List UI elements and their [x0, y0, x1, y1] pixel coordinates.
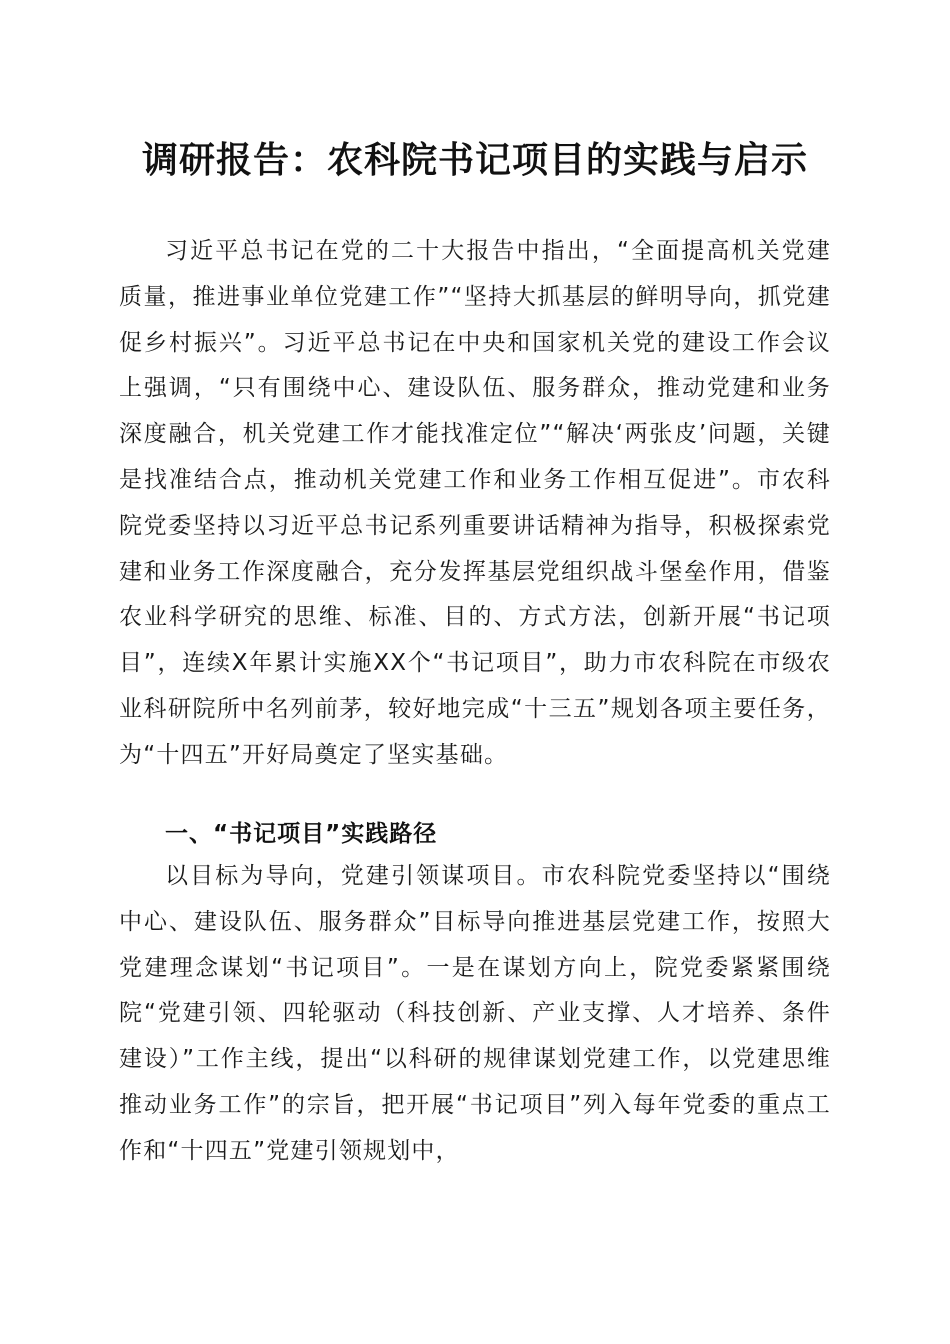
- document-title: 调研报告：农科院书记项目的实践与启示: [141, 139, 808, 181]
- intro-paragraph: 习近平总书记在党的二十大报告中指出，“全面提高机关党建质量，推进事业单位党建工作”“坚持大抓基层的鲜明导向，抓党建促乡村振兴”。习近平总书记在中央和国家机关党的建设工作会议上强调，“只有围绕中心、建设队伍、服务群众，推动党建和业务深度融合，机关党建工作才能找准定位”“解决‘两张皮’问题，关键是找准结合点，推动机关党建工作和业务工作相互促进”。市农科院党委坚持以习近平总书记系列重要讲话精神为指导，积极探索党建和业务工作深度融合，充分发挥基层党组织战斗堡垒作用，借鉴农业科学研究的思维、标准、目的、方式方法，创新开展“书记项目”，连续X年累计实施XX个“书记项目”，助力市农科院在市级农业科研院所中名列前茅，较好地完成“十三五”规划各项主要任务，为“十四五”开好局奠定了坚实基础。: [119, 238, 831, 768]
- section-1-body: [119, 854, 831, 1175]
- intro-section: [119, 229, 831, 779]
- section-1-heading: 一、“书记项目”实践路径: [165, 821, 438, 847]
- section-1-paragraph: 以目标为导向，党建引领谋项目。市农科院党委坚持以“围绕中心、建设队伍、服务群众”目标导向推进基层党建工作，按照大党建理念谋划“书记项目”。一是在谋划方向上，院党委紧紧围绕院“党建引领、四轮驱动（科技创新、产业支撑、人才培养、条件建设）”工作主线，提出“以科研的规律谋划党建工作，以党建思维推动业务工作”的宗旨，把开展“书记项目”列入每年党委的重点工作和“十四五”党建引领规划中，: [119, 863, 831, 1164]
